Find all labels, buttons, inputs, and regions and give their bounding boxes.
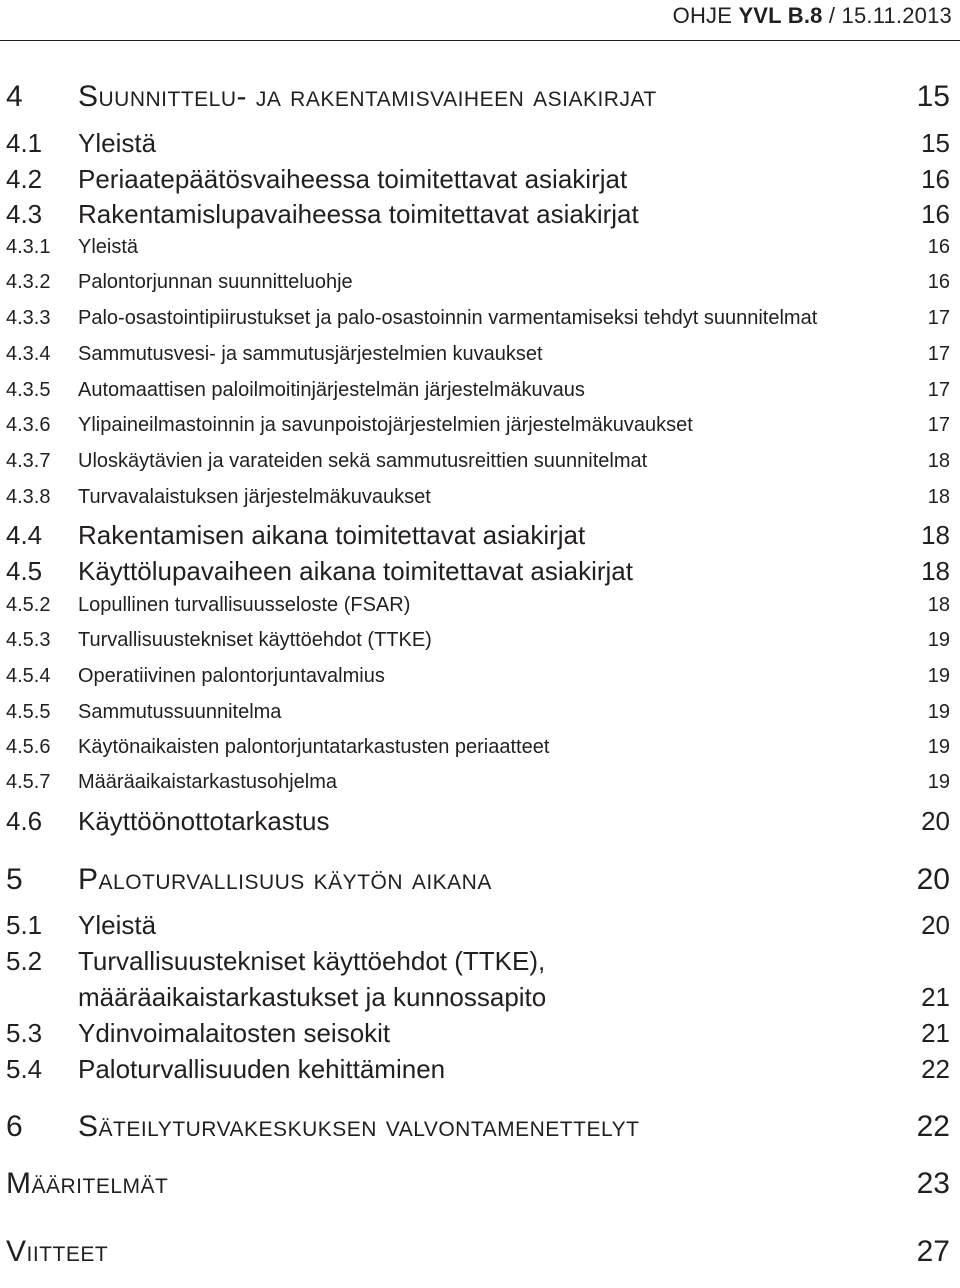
toc-entry-number: 5.2 bbox=[6, 946, 43, 976]
toc-entry-page: 19 bbox=[927, 736, 950, 758]
toc-entry-number: 4.3.5 bbox=[6, 379, 51, 401]
toc-entry-title: Määräaikaistarkastusohjelma bbox=[78, 771, 338, 793]
toc-entry-page: 18 bbox=[927, 486, 950, 508]
toc-entry-number: 4.4 bbox=[6, 520, 43, 550]
toc-entry-number: 6 bbox=[6, 1110, 23, 1143]
toc-entry-number: 5.4 bbox=[6, 1054, 43, 1084]
toc-entry-number: 4 bbox=[6, 80, 23, 113]
toc-entry-page: 19 bbox=[927, 701, 950, 723]
toc-entry-page: 21 bbox=[921, 982, 950, 1012]
toc-entry-number: 4.5.5 bbox=[6, 701, 51, 723]
toc-entry-page: 16 bbox=[921, 199, 950, 229]
toc-entry-number: 4.3 bbox=[6, 199, 43, 229]
toc-entry-title: Yleistä bbox=[78, 128, 157, 158]
toc-entry-title: Uloskäytävien ja varateiden sekä sammutusreittien suunnitelmat bbox=[78, 450, 648, 472]
toc-entry-page: 15 bbox=[921, 128, 950, 158]
toc-entry-title: Sammutussuunnitelma bbox=[78, 701, 282, 723]
document-header bbox=[673, 4, 952, 28]
toc-entry-title: Käytönaikaisten palontorjuntatarkastusten periaatteet bbox=[78, 736, 550, 758]
toc-entry-page: 22 bbox=[921, 1054, 950, 1084]
toc-entry-title: Operatiivinen palontorjuntavalmius bbox=[78, 665, 385, 687]
toc-entry-title: Rakentamisen aikana toimitettavat asiakirjat bbox=[78, 520, 586, 550]
toc-entry-number: 4.3.4 bbox=[6, 343, 51, 365]
toc-entry-page: 18 bbox=[927, 594, 950, 616]
toc-entry-title: Turvavalaistuksen järjestelmäkuvaukset bbox=[78, 486, 431, 508]
toc-entry-number: 4.5.2 bbox=[6, 594, 51, 616]
toc-entry-title: Ydinvoimalaitosten seisokit bbox=[78, 1018, 391, 1048]
header-prefix: OHJE bbox=[672, 3, 739, 28]
toc-entry-title: Automaattisen paloilmoitinjärjestelmän järjestelmäkuvaus bbox=[78, 379, 585, 401]
toc-entry-title: Periaatepäätösvaiheessa toimitettavat asiakirjat bbox=[78, 164, 628, 194]
toc-entry-number: 4.3.3 bbox=[6, 307, 51, 329]
toc-entry-title: Määritelmät bbox=[6, 1167, 169, 1200]
toc-entry-number: 4.2 bbox=[6, 164, 43, 194]
toc-entry-page: 17 bbox=[927, 414, 950, 436]
toc-entry-number: 4.5.3 bbox=[6, 629, 51, 651]
toc-entry-title: Viitteet bbox=[6, 1235, 109, 1268]
toc-entry-page: 16 bbox=[921, 164, 950, 194]
toc-entry-title: Yleistä bbox=[78, 910, 157, 940]
toc-entry-page: 17 bbox=[927, 343, 950, 365]
toc-entry-page: 20 bbox=[921, 806, 950, 836]
toc-entry-title: Sammutusvesi- ja sammutusjärjestelmien kuvaukset bbox=[78, 343, 543, 365]
toc-entry-number: 4.6 bbox=[6, 806, 43, 836]
toc-entry-number: 4.3.2 bbox=[6, 271, 51, 293]
toc-entry-title: Yleistä bbox=[78, 236, 139, 258]
toc-entry-page: 22 bbox=[916, 1110, 950, 1143]
toc-entry-title: Suunnittelu- ja rakentamisvaiheen asiakirjat bbox=[78, 80, 657, 113]
toc-entry-page: 16 bbox=[927, 236, 950, 258]
toc-entry-number: 4.3.6 bbox=[6, 414, 51, 436]
toc-entry-page: 20 bbox=[921, 910, 950, 940]
toc-entry-page: 21 bbox=[921, 1018, 950, 1048]
toc-entry-page: 27 bbox=[916, 1235, 950, 1268]
toc-entry-number: 4.5.7 bbox=[6, 771, 51, 793]
toc-entry-title: Paloturvallisuus käytön aikana bbox=[78, 863, 492, 896]
toc-entry-number: 4.5 bbox=[6, 556, 43, 586]
toc-entry-page: 23 bbox=[916, 1167, 950, 1200]
toc-entry-page: 19 bbox=[927, 629, 950, 651]
toc-entry-title: Palo-osastointipiirustukset ja palo-osastoinnin varmentamiseksi tehdyt suunnitelmat bbox=[78, 307, 818, 329]
toc-entry-title: Lopullinen turvallisuusseloste (FSAR) bbox=[78, 594, 411, 616]
toc-entry-title: Paloturvallisuuden kehittäminen bbox=[78, 1054, 446, 1084]
toc-entry-number: 4.3.1 bbox=[6, 236, 51, 258]
header-date: / 15.11.2013 bbox=[822, 3, 952, 28]
toc-entry-number: 5.1 bbox=[6, 910, 43, 940]
toc-entry-number: 4.3.7 bbox=[6, 450, 51, 472]
toc-entry-page: 17 bbox=[927, 307, 950, 329]
toc-entry-number: 4.5.4 bbox=[6, 665, 51, 687]
toc-entry-page: 15 bbox=[916, 80, 950, 113]
toc-entry-number: 4.5.6 bbox=[6, 736, 51, 758]
toc-entry-page: 19 bbox=[927, 665, 950, 687]
toc-entry-number: 5 bbox=[6, 863, 23, 896]
toc-entry-page: 18 bbox=[921, 556, 950, 586]
toc-entry-page: 16 bbox=[927, 271, 950, 293]
toc-entry-title: Käyttölupavaiheen aikana toimitettavat asiakirjat bbox=[78, 556, 633, 586]
toc-entry-title: Rakentamislupavaiheessa toimitettavat asiakirjat bbox=[78, 199, 639, 229]
toc-entry-page: 18 bbox=[927, 450, 950, 472]
header-rule bbox=[0, 40, 960, 41]
toc-entry-page: 17 bbox=[927, 379, 950, 401]
toc-entry-title: Palontorjunnan suunnitteluohje bbox=[78, 271, 353, 293]
toc-entry-title: Käyttöönottotarkastus bbox=[78, 806, 330, 836]
toc-entry-page: 20 bbox=[916, 863, 950, 896]
toc-entry-number: 4.3.8 bbox=[6, 486, 51, 508]
toc-entry-number: 4.1 bbox=[6, 128, 43, 158]
toc-entry-page: 19 bbox=[927, 771, 950, 793]
header-code: YVL B.8 bbox=[738, 3, 823, 28]
toc-entry-title: Turvallisuustekniset käyttöehdot (TTKE), bbox=[78, 946, 546, 976]
toc-entry-title: määräaikaistarkastukset ja kunnossapito bbox=[78, 982, 547, 1012]
toc-entry-title: Säteilyturvakeskuksen valvontamenettelyt bbox=[78, 1110, 640, 1143]
toc-entry-title: Ylipaineilmastoinnin ja savunpoistojärjestelmien järjestelmäkuvaukset bbox=[78, 414, 693, 436]
toc-entry-number: 5.3 bbox=[6, 1018, 43, 1048]
toc-entry-title: Turvallisuustekniset käyttöehdot (TTKE) bbox=[78, 629, 432, 651]
toc-entry-page: 18 bbox=[921, 520, 950, 550]
